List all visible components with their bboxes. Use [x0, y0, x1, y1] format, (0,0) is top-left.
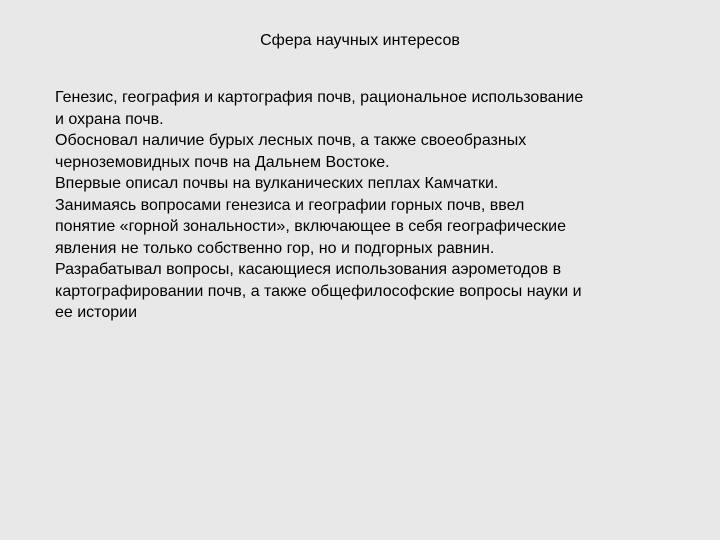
slide-title: Сфера научных интересов: [260, 32, 460, 49]
body-line: картографировании почв, а также общефилософские вопросы науки и: [55, 282, 582, 300]
body-line: Занимаясь вопросами генезиса и географии горных почв, ввел: [55, 196, 525, 214]
body-line: Разрабатывал вопросы, касающиеся использования аэрометодов в: [55, 261, 562, 278]
body-line: явления не только собственно гор, но и подгорных равнин.: [55, 239, 495, 257]
body-line: Обосновал наличие бурых лесных почв, а также своеобразных: [55, 132, 527, 149]
slide-body: [55, 87, 675, 324]
body-line: ее истории: [55, 304, 137, 321]
body-line: и охрана почв.: [55, 110, 164, 128]
body-line: Генезис, география и картография почв, рациональное использование: [55, 89, 584, 106]
body-line: Впервые описал почвы на вулканических пеплах Камчатки.: [55, 175, 499, 192]
body-line: понятие «горной зональности», включающее в себя географические: [55, 218, 567, 235]
body-line: черноземовидных почв на Дальнем Востоке.: [55, 153, 390, 171]
